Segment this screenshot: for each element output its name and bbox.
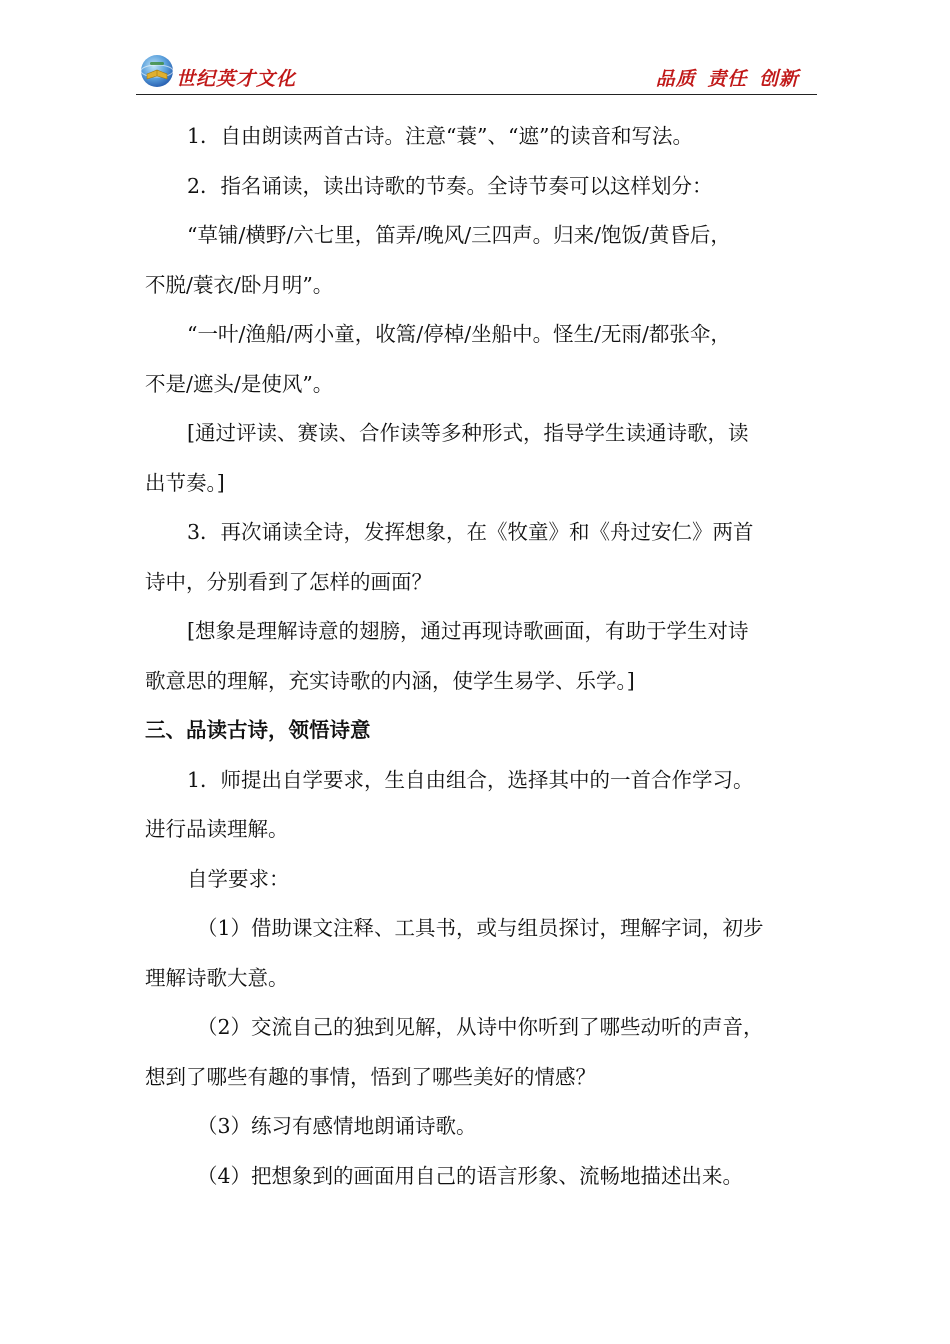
requirement-item: （2）交流自己的独到见解，从诗中你听到了哪些动听的声音， xyxy=(197,1015,764,1039)
teaching-note: 歌意思的理解，充实诗歌的内涵，使学生易学、乐学。] xyxy=(145,668,635,693)
poem-rhythm-line: “草铺/横野/六七里，笛弄/晚风/三四声。归来/饱饭/黄昏后， xyxy=(187,223,731,247)
section-heading: 三、品读古诗，领悟诗意 xyxy=(145,718,371,742)
text-line: 2．指名诵读，读出诗歌的节奏。全诗节奏可以这样划分： xyxy=(187,173,713,198)
text-line: 自学要求： xyxy=(187,866,290,891)
requirement-item: （1）借助课文注释、工具书，或与组员探讨，理解字词，初步 xyxy=(197,916,764,940)
text-line: 1．自由朗读两首古诗。注意“蓑”、“遮”的读音和写法。 xyxy=(187,124,693,148)
teaching-note: [通过评读、赛读、合作读等多种形式，指导学生读通诗歌，读 xyxy=(187,421,749,445)
text-line: 诗中，分别看到了怎样的画面？ xyxy=(145,569,432,594)
brand-name: 世纪英才文化 xyxy=(176,68,297,90)
requirement-item: 理解诗歌大意。 xyxy=(145,965,289,990)
teaching-note: [想象是理解诗意的翅膀，通过再现诗歌画面，有助于学生对诗 xyxy=(187,619,749,643)
poem-rhythm-line: 不脱/蓑衣/卧月明”。 xyxy=(145,272,334,297)
poem-rhythm-line: “一叶/渔船/两小童，收篙/停棹/坐船中。怪生/无雨/都张伞， xyxy=(187,322,731,346)
document-body xyxy=(145,112,807,1201)
header-slogan: 品质 责任 创新 xyxy=(655,68,799,90)
text-line: 进行品读理解。 xyxy=(145,817,289,841)
text-line: 3．再次诵读全诗，发挥想象，在《牧童》和《舟过安仁》两首 xyxy=(187,520,754,544)
teaching-note: 出节奏。] xyxy=(145,470,225,495)
requirement-item: （4）把想象到的画面用自己的语言形象、流畅地描述出来。 xyxy=(197,1163,744,1188)
globe-book-logo-icon xyxy=(140,54,174,88)
text-line: 1．师提出自学要求，生自由组合，选择其中的一首合作学习。 xyxy=(187,767,754,792)
requirement-item: （3）练习有感情地朗诵诗歌。 xyxy=(197,1114,477,1138)
poem-rhythm-line: 不是/遮头/是使风”。 xyxy=(145,371,334,396)
page-header xyxy=(136,52,817,95)
requirement-item: 想到了哪些有趣的事情，悟到了哪些美好的情感？ xyxy=(145,1064,596,1089)
